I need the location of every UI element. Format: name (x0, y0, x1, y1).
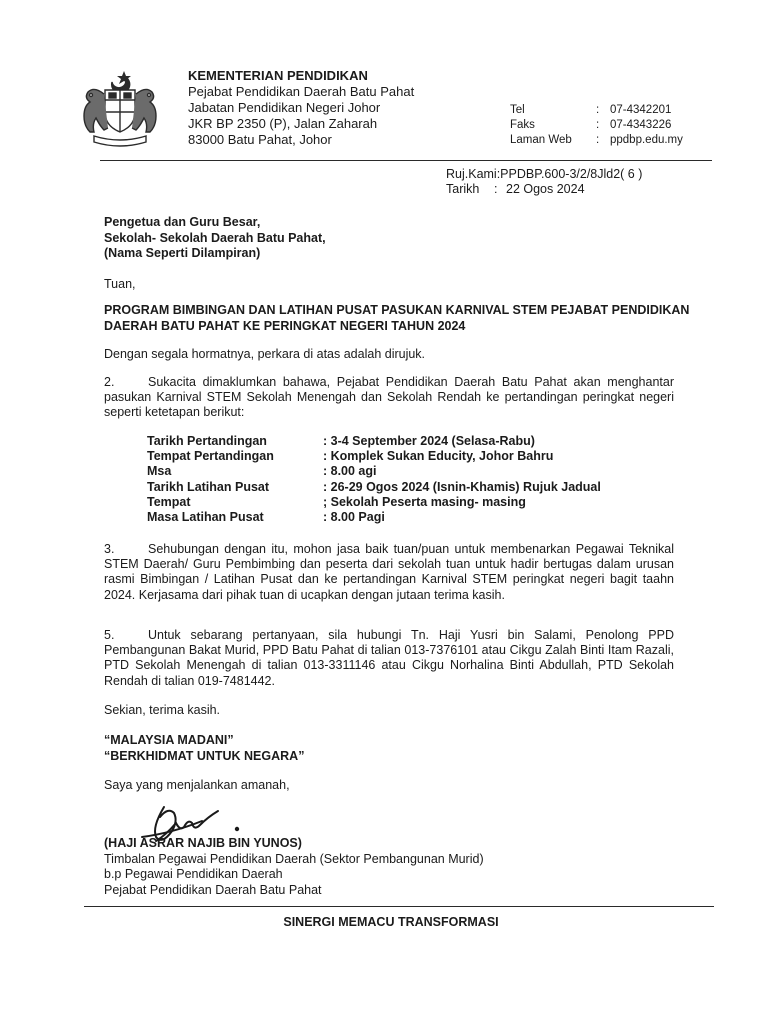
detail-key: Tarikh Pertandingan (147, 434, 267, 448)
letter-subject: PROGRAM BIMBINGAN DAN LATIHAN PUSAT PASUKAN KARNIVAL STEM PEJABAT PENDIDIKAN DAERAH BATU PAHAT KE PERINGKAT NEGERI TAHUN 2024 (104, 303, 690, 333)
detail-value: : 8.00 agi (323, 464, 377, 479)
date-value: 22 Ogos 2024 (506, 182, 585, 196)
recipient-block (104, 215, 326, 262)
address-line: JKR BP 2350 (P), Jalan Zaharah (188, 116, 378, 131)
detail-row (147, 449, 601, 464)
paragraph-text: Untuk sebarang pertanyaan, sila hubungi Tn. Haji Yusri bin Salami, Penolong PPD Pembangunan Bakat Murid, PPD Batu Pahat di talian 013-7376101 atau Cikgu Zalah Binti Itam Razali, PTD Sekolah Menengah di talian 013-3311146 atau Cikgu Norhalina Binti Abdullah, PTD Sekolah Rendah di talian 019-7481442. (104, 628, 674, 688)
contact-label: Tel (510, 104, 525, 116)
reference-number: Ruj.Kami:PPDBP.600-3/2/8Jld2( 6 ) (446, 167, 643, 181)
closing-line: Sekian, terima kasih. (104, 703, 221, 717)
contact-block (510, 103, 683, 148)
detail-row (147, 480, 601, 495)
contact-value: 07-4342201 (610, 104, 672, 116)
footer-divider (84, 906, 714, 907)
contact-value: ppdbp.edu.my (610, 134, 683, 146)
signer-title-line: b.p Pegawai Pendidikan Daerah (104, 867, 283, 881)
address-line: Pejabat Pendidikan Daerah Batu Pahat (188, 84, 415, 99)
contact-value: 07-4343226 (610, 119, 672, 131)
recipient-line: Sekolah- Sekolah Daerah Batu Pahat, (104, 230, 326, 245)
signature-mark (134, 797, 254, 849)
paragraph-3 (104, 542, 674, 603)
detail-value: : Komplek Sukan Educity, Johor Bahru (323, 449, 554, 464)
motto-line: “BERKHIDMAT UNTUK NEGARA” (104, 748, 305, 763)
detail-key: Tempat Pertandingan (147, 449, 274, 464)
detail-key: Masa Latihan Pusat (147, 510, 264, 525)
paragraph-number: 3. (104, 542, 115, 556)
detail-key: Tempat (147, 494, 191, 509)
contact-row-fax: Faks : 07-4343226 (510, 119, 672, 131)
salutation: Tuan, (104, 277, 136, 291)
detail-row (147, 495, 601, 510)
paragraph-text: Sehubungan dengan itu, mohon jasa baik tuan/puan untuk membenarkan Pegawai Teknikal STEM Daerah/ Guru Pembimbing dan peserta dari sekolah tuan untuk hadir bertugas dalam urusan rasmi Bimbingan / Latihan Pusat dan ke pertandingan Karnival STEM peringkat negeri bagit taahn 2024. Kerjasama dari pihak tuan di ucapkan dengan jutaan terima kasih. (104, 542, 674, 602)
contact-label: Laman Web (510, 134, 572, 146)
detail-value: : 3-4 September 2024 (Selasa-Rabu) (323, 434, 535, 448)
intro-paragraph: Dengan segala hormatnya, perkara di atas adalah dirujuk. (104, 347, 426, 361)
date-row: Tarikh : 22 Ogos 2024 (446, 182, 585, 196)
detail-row (147, 510, 601, 525)
paragraph-2 (104, 375, 674, 421)
contact-row-tel: Tel : 07-4342201 (510, 104, 672, 116)
detail-row (147, 434, 601, 449)
detail-key: Tarikh Latihan Pusat (147, 479, 270, 494)
signer-name: (HAJI ASRAR NAJIB BIN YUNOS) (104, 836, 302, 850)
paragraph-text: Sukacita dimaklumkan bahawa, Pejabat Pendidikan Daerah Batu Pahat akan menghantar pasukan Karnival STEM Sekolah Menengah dan Sekolah Rendah ke pertandingan peringkat negeri seperti ketetapan berikut: (104, 375, 674, 420)
reference-block (446, 167, 642, 197)
detail-value: ; Sekolah Peserta masing- masing (323, 494, 526, 509)
details-table (147, 434, 601, 525)
paragraph-number: 2. (104, 375, 115, 389)
letterhead-address (188, 68, 414, 148)
address-line: 83000 Batu Pahat, Johor (188, 132, 332, 147)
recipient-line: (Nama Seperti Dilampiran) (104, 246, 261, 260)
motto-line: “MALAYSIA MADANI” (104, 733, 234, 747)
signer-title-line: Pejabat Pendidikan Daerah Batu Pahat (104, 882, 322, 897)
org-name: KEMENTERIAN PENDIDIKAN (188, 68, 368, 83)
detail-value: : 26-29 Ogos 2024 (Isnin-Khamis) Rujuk Jadual (323, 479, 601, 494)
signer-title-line: Timbalan Pegawai Pendidikan Daerah (Sektor Pembangunan Murid) (104, 851, 484, 866)
detail-value: : 8.00 Pagi (323, 510, 385, 525)
address-line: Jabatan Pendidikan Negeri Johor (188, 100, 381, 115)
contact-row-web: Laman Web : ppdbp.edu.my (510, 134, 683, 146)
sign-off-line: Saya yang menjalankan amanah, (104, 778, 290, 792)
paragraph-5 (104, 628, 674, 689)
header-divider (100, 160, 712, 161)
recipient-line: Pengetua dan Guru Besar, (104, 215, 261, 229)
detail-row (147, 464, 601, 479)
footer-slogan: SINERGI MEMACU TRANSFORMASI (283, 915, 499, 929)
contact-label: Faks (510, 119, 535, 131)
date-label: Tarikh (446, 182, 480, 196)
motto-block (104, 733, 304, 764)
detail-key: Msa (147, 464, 172, 479)
paragraph-number: 5. (104, 628, 115, 642)
coat-of-arms-icon (74, 68, 166, 148)
